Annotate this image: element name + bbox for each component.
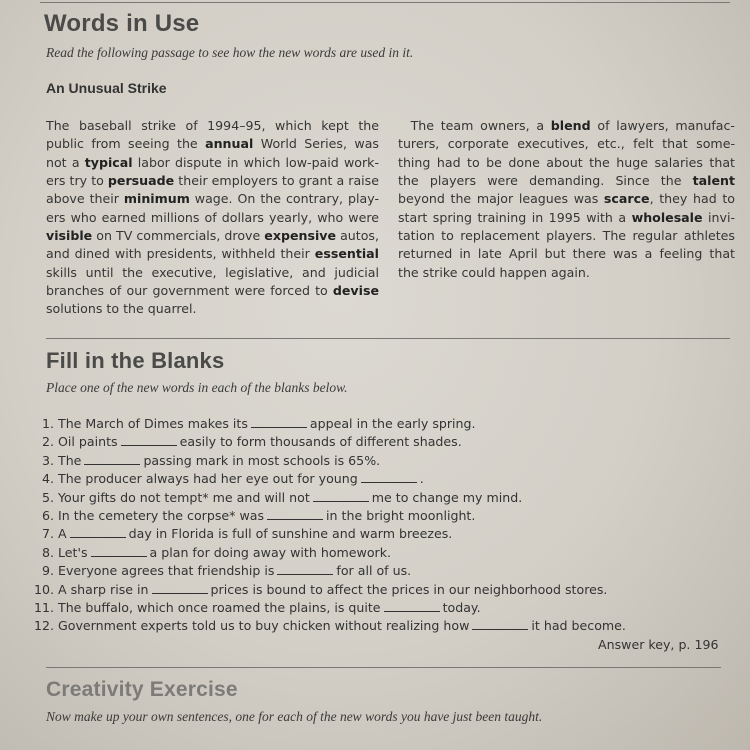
fill-in-list bbox=[26, 415, 626, 636]
item-number: 7. bbox=[41, 526, 54, 542]
section-title-fill-in-the-blanks: Fill in the Blanks bbox=[46, 348, 225, 373]
answer-blank[interactable] bbox=[251, 415, 307, 428]
item-text: Let's bbox=[58, 544, 88, 560]
text-segment: the strike could happen again. bbox=[398, 264, 590, 280]
text-segment: invi- bbox=[702, 209, 735, 225]
item-text: easily to form thousands of different shades. bbox=[179, 434, 462, 450]
item-text: passing mark in most schools is 65%. bbox=[143, 452, 381, 468]
text-segment: of lawyers, manufac- bbox=[590, 118, 735, 133]
passage-line bbox=[398, 227, 735, 245]
vocab-word: typical bbox=[84, 154, 133, 170]
vocab-word: expensive bbox=[264, 228, 337, 244]
item-number: 9. bbox=[41, 563, 54, 579]
text-segment: and dined with presidents, withheld their bbox=[46, 246, 315, 262]
text-segment: turers, corporate executives, etc., felt that some- bbox=[398, 136, 735, 152]
passage-line bbox=[398, 245, 735, 263]
text-segment: solutions to the quarrel. bbox=[46, 301, 197, 317]
top-rule bbox=[40, 2, 730, 3]
text-segment: ers who earned millions of dollars yearly, who were bbox=[46, 209, 379, 225]
answer-blank[interactable] bbox=[472, 617, 528, 630]
text-segment: labor dispute in which low-paid work- bbox=[132, 154, 379, 170]
text-segment: wage. On the contrary, play- bbox=[189, 191, 380, 207]
item-text: Oil paints bbox=[58, 434, 118, 450]
passage-line bbox=[46, 135, 379, 153]
item-text: In the cemetery the corpse* was bbox=[58, 508, 265, 524]
list-item bbox=[26, 489, 626, 507]
item-text: . bbox=[419, 471, 424, 487]
text-segment: returned in late April but there was a feeling that bbox=[398, 246, 735, 262]
divider bbox=[46, 667, 721, 668]
vocab-word: persuade bbox=[107, 173, 175, 189]
section-title-creativity-exercise: Creativity Exercise bbox=[46, 678, 238, 701]
divider bbox=[46, 338, 730, 339]
item-text: The buffalo, which once roamed the plains, is quite bbox=[58, 600, 381, 616]
section-instruction: Place one of the new words in each of the blanks below. bbox=[46, 380, 348, 395]
item-text: in the bright moonlight. bbox=[326, 508, 476, 524]
item-text: A sharp rise in bbox=[58, 581, 149, 597]
section-instruction: Read the following passage to see how the new words are used in it. bbox=[46, 45, 414, 60]
text-segment: beyond the major leagues was bbox=[398, 191, 604, 207]
item-number: 12. bbox=[33, 618, 54, 634]
passage-line bbox=[398, 154, 735, 172]
passage-line bbox=[46, 227, 379, 245]
passage-line bbox=[46, 154, 379, 172]
vocab-word: visible bbox=[46, 228, 93, 244]
item-number: 1. bbox=[41, 416, 54, 431]
text-segment: World Series, was bbox=[253, 136, 379, 152]
text-segment: branches of our government were forced to bbox=[46, 283, 333, 299]
answer-blank[interactable] bbox=[313, 489, 369, 502]
item-number: 8. bbox=[41, 544, 54, 560]
item-number: 3. bbox=[41, 452, 54, 468]
item-text: a plan for doing away with homework. bbox=[149, 544, 392, 560]
item-number: 5. bbox=[41, 489, 54, 505]
item-text: The producer always had her eye out for young bbox=[58, 471, 358, 487]
answer-blank[interactable] bbox=[277, 562, 333, 575]
item-text: prices is bound to affect the prices in our neighborhood stores. bbox=[210, 581, 608, 597]
text-segment: the players were demanding. Since the bbox=[398, 173, 693, 189]
text-segment: , they had to bbox=[649, 191, 735, 207]
answer-blank[interactable] bbox=[152, 581, 208, 594]
text-segment: public from seeing the bbox=[46, 136, 206, 152]
passage-line bbox=[46, 264, 379, 282]
item-number: 4. bbox=[41, 471, 54, 487]
item-text: The March of Dimes makes its bbox=[58, 416, 248, 431]
list-item bbox=[26, 452, 626, 470]
text-segment: tation to replacement players. The regular athletes bbox=[398, 228, 735, 244]
passage-line bbox=[398, 117, 735, 135]
item-number: 10. bbox=[33, 581, 54, 597]
passage-line bbox=[46, 190, 379, 208]
passage-right-column bbox=[398, 117, 735, 282]
text-segment: skills until the executive, legislative, and judicial bbox=[46, 264, 379, 280]
vocab-word: essential bbox=[314, 246, 379, 262]
passage-line bbox=[398, 172, 735, 190]
passage-title: An Unusual Strike bbox=[46, 80, 167, 96]
passage-line bbox=[46, 245, 379, 263]
item-number: 11. bbox=[33, 600, 54, 616]
section-instruction: Now make up your own sentences, one for each of the new words you have just been taught. bbox=[46, 709, 543, 724]
item-text: day in Florida is full of sunshine and warm breezes. bbox=[128, 526, 453, 542]
list-item bbox=[26, 415, 626, 433]
item-number: 2. bbox=[41, 434, 54, 450]
passage-line bbox=[46, 282, 379, 300]
list-item bbox=[26, 581, 626, 599]
item-text: Everyone agrees that friendship is bbox=[58, 563, 275, 579]
item-text: for all of us. bbox=[336, 563, 412, 579]
item-text: A bbox=[58, 526, 67, 542]
text-segment: The baseball strike of 1994–95, which kept the bbox=[46, 118, 379, 133]
vocab-word: talent bbox=[692, 173, 735, 189]
vocab-word: minimum bbox=[123, 191, 190, 207]
text-segment: ers try to bbox=[46, 173, 108, 189]
list-item bbox=[26, 599, 626, 617]
item-text: it had become. bbox=[531, 618, 626, 634]
answer-key-reference: Answer key, p. 196 bbox=[598, 637, 719, 652]
list-item bbox=[26, 544, 626, 562]
list-item bbox=[26, 525, 626, 543]
answer-blank[interactable] bbox=[384, 599, 440, 612]
vocab-word: wholesale bbox=[631, 209, 703, 225]
vocab-word: scarce bbox=[603, 191, 650, 207]
list-item bbox=[26, 617, 626, 635]
text-segment: start spring training in 1995 with a bbox=[398, 209, 632, 225]
passage-line bbox=[46, 209, 379, 227]
text-segment: The team owners, a bbox=[398, 118, 551, 133]
text-segment: on TV commercials, drove bbox=[92, 228, 265, 244]
text-segment: thing had to be done about the huge salaries that bbox=[398, 154, 735, 170]
item-text: today. bbox=[442, 600, 481, 616]
passage-line bbox=[398, 209, 735, 227]
list-item bbox=[26, 470, 626, 488]
passage-left-column bbox=[46, 117, 379, 319]
passage-line bbox=[398, 190, 735, 208]
text-segment: autos, bbox=[336, 228, 379, 244]
item-text: The bbox=[58, 452, 82, 468]
item-text: appeal in the early spring. bbox=[309, 416, 476, 431]
vocab-word: devise bbox=[332, 283, 379, 299]
answer-blank[interactable] bbox=[91, 544, 147, 557]
answer-blank[interactable] bbox=[361, 470, 417, 483]
passage-line bbox=[46, 172, 379, 190]
text-segment: their employers to grant a raise bbox=[174, 173, 379, 189]
passage-line bbox=[46, 117, 379, 135]
list-item bbox=[26, 507, 626, 525]
item-text: Government experts told us to buy chicken without realizing how bbox=[58, 618, 470, 634]
answer-blank[interactable] bbox=[121, 433, 177, 446]
text-segment: not a bbox=[46, 154, 85, 170]
item-text: Your gifts do not tempt* me and will not bbox=[58, 489, 310, 505]
passage-line bbox=[46, 300, 379, 318]
section-title-words-in-use: Words in Use bbox=[44, 10, 200, 37]
item-text: me to change my mind. bbox=[371, 489, 523, 505]
passage-line bbox=[398, 135, 735, 153]
text-segment: above their bbox=[46, 191, 124, 207]
vocab-word: blend bbox=[550, 118, 591, 133]
list-item bbox=[26, 562, 626, 580]
vocab-word: annual bbox=[205, 136, 254, 152]
answer-blank[interactable] bbox=[84, 452, 140, 465]
answer-blank[interactable] bbox=[267, 507, 323, 520]
item-number: 6. bbox=[41, 508, 54, 524]
passage-line bbox=[398, 264, 735, 282]
list-item bbox=[26, 433, 626, 451]
answer-blank[interactable] bbox=[70, 525, 126, 538]
